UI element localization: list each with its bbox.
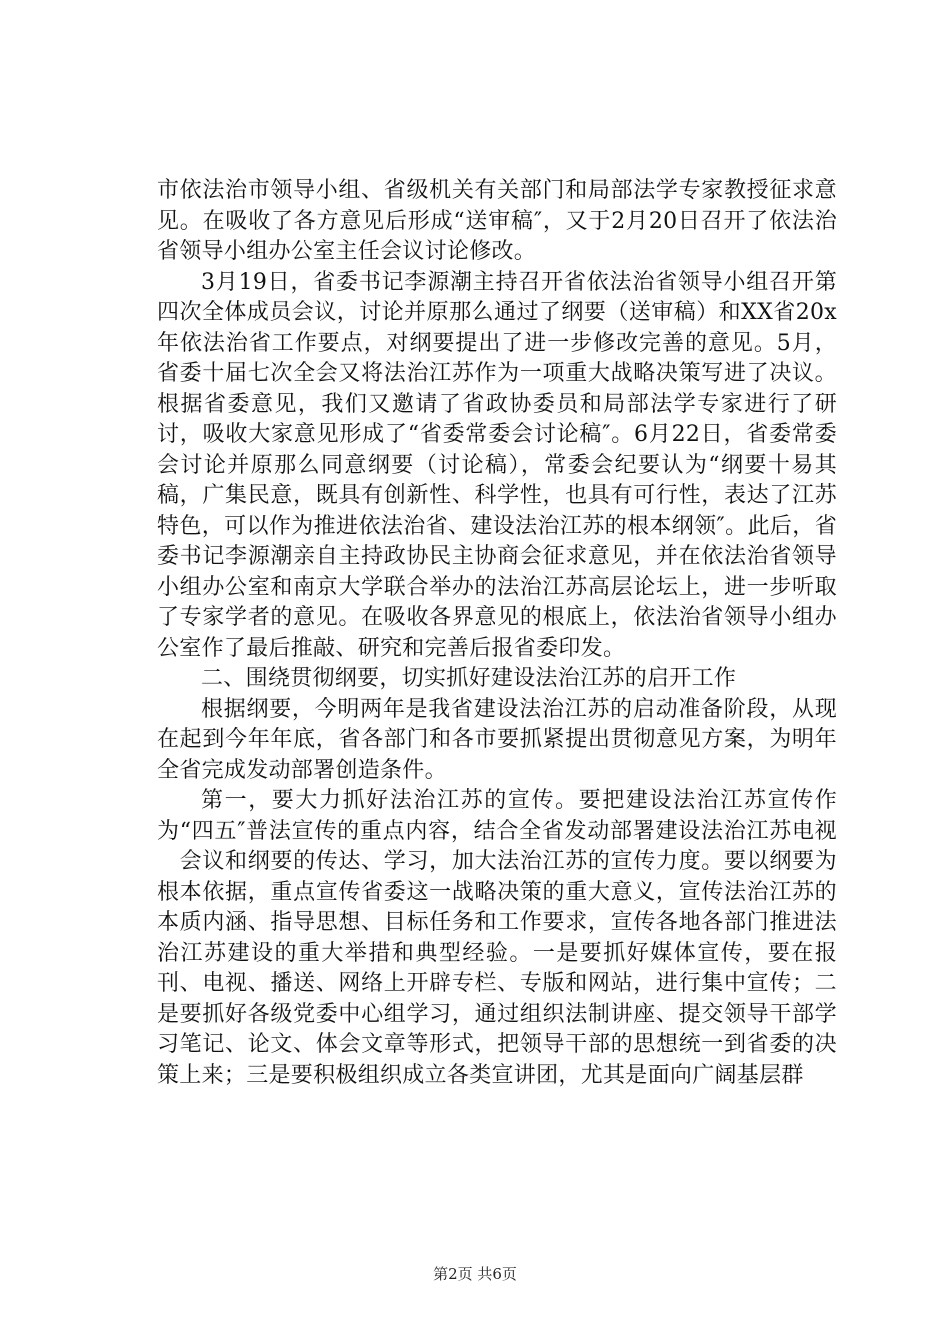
section-heading: 二、围绕贯彻纲要，切实抓好建设法治江苏的启开工作 [201, 666, 737, 691]
paragraph-two-years: 根据纲要，今明两年是我省建设法治江苏的启动准备阶段，从现在起到今年年底，省各部门和各市要抓紧提出贯彻意见方案，为明年全省完成发动部署创造条件。 [157, 696, 837, 783]
paragraph-march-meeting: 3月19日，省委书记李源潮主持召开省依法治省领导小组召开第四次全体成员会议，讨论并原那么通过了纲要（送审稿）和XX省20x年依法治省工作要点，对纲要提出了进一步修改完善的意见。5月，省委十届七次全会又将法治江苏作为一项重大战略决策写进了决议。根据省委意见，我们又邀请了省政协委员和局部法学专家进行了研讨，吸收大家意见形成了“省委常委会讨论稿″。6月22日，省委常委会讨论并原那么同意纲要（讨论稿），常委会纪要认为“纲要十易其稿，广集民意，既具有创新性、科学性，也具有可行性，表达了江苏特色，可以作为推进依法治省、建设法治江苏的根本纲领″。此后，省委书记李源潮亲自主持政协民主协商会征求意见，并在依法治省领导小组办公室和南京大学联合举办的法治江苏高层论坛上，进一步听取了专家学者的意见。在吸收各界意见的根底上，依法治省领导小组办公室作了最后推敲、研究和完善后报省委印发。 [157, 269, 837, 661]
document-body [157, 176, 837, 1091]
page-number-footer: 第2页 共6页 [433, 1265, 517, 1283]
paragraph-first-point: 第一，要大力抓好法治江苏的宣传。要把建设法治江苏宣传作为“四五″普法宣传的重点内容，结合全省发动部署建设法治江苏电视 会议和纲要的传达、学习，加大法治江苏的宣传力度。要以纲要为根本依据，重点宣传省委这一战略决策的重大意义，宣传法治江苏的本质内涵、指导思想、目标任务和工作要求，宣传各地各部门推进法治江苏建设的重大举措和典型经验。一是要抓好媒体宣传，要在报刊、电视、播送、网络上开辟专栏、专版和网站，进行集中宣传；二是要抓好各级党委中心组学习，通过组织法制讲座、提交领导干部学习笔记、论文、体会文章等形式，把领导干部的思想统一到省委的决策上来；三是要积极组织成立各类宣讲团，尤其是面向广阔基层群 [157, 788, 837, 1088]
paragraph-continuation: 市依法治市领导小组、省级机关有关部门和局部法学专家教授征求意见。在吸收了各方意见后形成“送审稿″，又于2月20日召开了依法治省领导小组办公室主任会议讨论修改。 [157, 178, 837, 264]
